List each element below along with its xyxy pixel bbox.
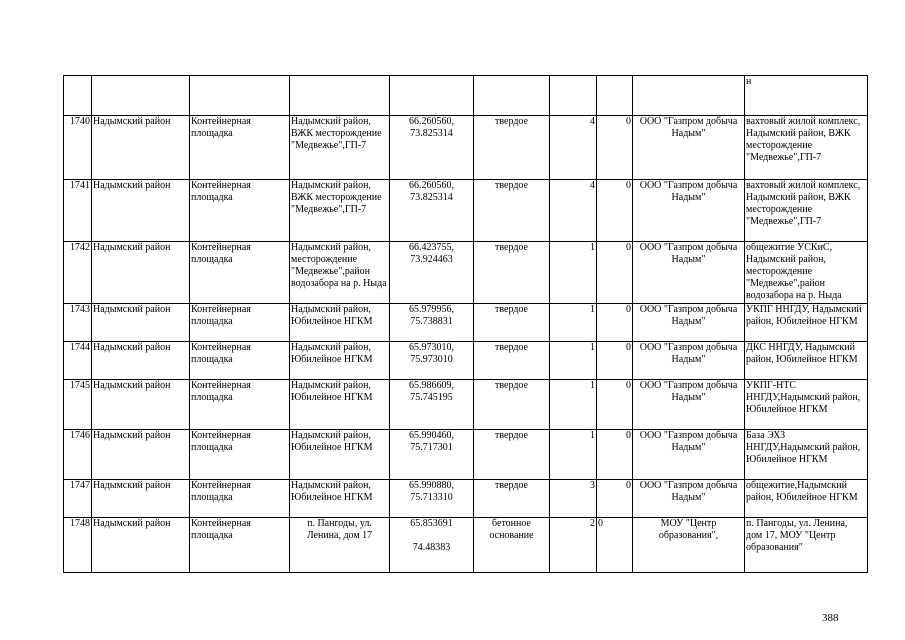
cell-district: Надымский район (92, 518, 190, 573)
cell-source: вахтовый жилой комплекс, Надымский район, ВЖК месторождение "Медвежье",ГП-7 (745, 116, 868, 180)
cell-district: Надымский район (92, 380, 190, 430)
cell-coordinates: 65.986609, 75.745195 (390, 380, 474, 430)
cell-address: Надымский район, Юбилейное НГКМ (290, 380, 390, 430)
cell-source: п. Пангоды, ул. Ленина, дом 17, МОУ "Центр образования" (745, 518, 868, 573)
cell-type: Контейнерная площадка (190, 242, 290, 304)
cell-source: общежитие УСКиС, Надымский район, месторождение "Медвежье",район водозабора на р. Ныда (745, 242, 868, 304)
cell-surface: бетонное основание (474, 518, 550, 573)
cell-number: 1745 (64, 380, 92, 430)
cell-type: Контейнерная площадка (190, 180, 290, 242)
cell-source: н (745, 76, 868, 116)
cell-source: База ЭХЗ ННГДУ,Надымский район, Юбилейное НГКМ (745, 430, 868, 480)
cell-surface: твердое (474, 180, 550, 242)
table-row (64, 116, 868, 180)
cell-count: 1 (550, 380, 597, 430)
cell-coordinates: 65.973010, 75.973010 (390, 342, 474, 380)
cell-count: 3 (550, 480, 597, 518)
register-table (63, 75, 868, 573)
table-row (64, 480, 868, 518)
cell-surface: твердое (474, 304, 550, 342)
cell-source: ДКС ННГДУ, Надымский район, Юбилейное НГКМ (745, 342, 868, 380)
table-row (64, 518, 868, 573)
cell-count: 1 (550, 242, 597, 304)
cell-number: 1746 (64, 430, 92, 480)
page-number: 388 (822, 612, 839, 624)
cell-number: 1743 (64, 304, 92, 342)
cell-district: Надымский район (92, 342, 190, 380)
cell-source: вахтовый жилой комплекс, Надымский район, ВЖК месторождение "Медвежье",ГП-7 (745, 180, 868, 242)
cell-count: 4 (550, 180, 597, 242)
cell-type: Контейнерная площадка (190, 116, 290, 180)
cell-extra: 0 (597, 430, 633, 480)
cell-surface: твердое (474, 342, 550, 380)
cell-extra: 0 (597, 304, 633, 342)
cell-type: Контейнерная площадка (190, 518, 290, 573)
cell-district: Надымский район (92, 480, 190, 518)
cell-address: Надымский район, ВЖК месторождение "Медвежье",ГП-7 (290, 180, 390, 242)
cell-extra: 0 (597, 116, 633, 180)
table-row (64, 304, 868, 342)
cell-address: Надымский район, Юбилейное НГКМ (290, 342, 390, 380)
cell-count: 4 (550, 116, 597, 180)
table-row (64, 180, 868, 242)
cell-coordinates: 65.979956, 75.738831 (390, 304, 474, 342)
cell-owner: ООО "Газпром добыча Надым" (633, 180, 745, 242)
cell-owner: МОУ "Центр образования", (633, 518, 745, 573)
cell-address: Надымский район, Юбилейное НГКМ (290, 480, 390, 518)
cell-coordinates: 65.853691 74.48383 (390, 518, 474, 573)
cell-coordinates: 65.990880, 75.713310 (390, 480, 474, 518)
cell-owner: ООО "Газпром добыча Надым" (633, 480, 745, 518)
cell-extra: 0 (597, 380, 633, 430)
cell-address: Надымский район, Юбилейное НГКМ (290, 430, 390, 480)
cell-source: общежитие,Надымский район, Юбилейное НГКМ (745, 480, 868, 518)
cell-coordinates: 66.260560, 73.825314 (390, 180, 474, 242)
cell-surface: твердое (474, 242, 550, 304)
cell-owner: ООО "Газпром добыча Надым" (633, 116, 745, 180)
cell-number: 1744 (64, 342, 92, 380)
cell-number: 1748 (64, 518, 92, 573)
cell-source: УКПГ ННГДУ, Надымский район, Юбилейное НГКМ (745, 304, 868, 342)
cell-type: Контейнерная площадка (190, 430, 290, 480)
cell-extra: 0 (597, 518, 633, 573)
cell-district: Надымский район (92, 430, 190, 480)
cell-district: Надымский район (92, 180, 190, 242)
cell-number: 1742 (64, 242, 92, 304)
cell-count: 1 (550, 430, 597, 480)
cell-surface: твердое (474, 380, 550, 430)
cell-district: Надымский район (92, 116, 190, 180)
table-row-continuation (64, 76, 868, 116)
cell-number: 1740 (64, 116, 92, 180)
cell-type: Контейнерная площадка (190, 304, 290, 342)
cell-extra: 0 (597, 242, 633, 304)
cell-surface: твердое (474, 116, 550, 180)
cell-coordinates: 65.990460, 75.717301 (390, 430, 474, 480)
cell-address: Надымский район, ВЖК месторождение "Медвежье",ГП-7 (290, 116, 390, 180)
table-row (64, 380, 868, 430)
cell-owner: ООО "Газпром добыча Надым" (633, 304, 745, 342)
cell-number: 1741 (64, 180, 92, 242)
cell-district: Надымский район (92, 242, 190, 304)
cell-owner: ООО "Газпром добыча Надым" (633, 380, 745, 430)
cell-owner: ООО "Газпром добыча Надым" (633, 342, 745, 380)
cell-type: Контейнерная площадка (190, 380, 290, 430)
cell-source: УКПГ-НТС ННГДУ,Надымский район, Юбилейное НГКМ (745, 380, 868, 430)
cell-type: Контейнерная площадка (190, 480, 290, 518)
cell-count: 2 (550, 518, 597, 573)
cell-owner: ООО "Газпром добыча Надым" (633, 430, 745, 480)
cell-surface: твердое (474, 480, 550, 518)
cell-coordinates: 66.260560, 73.825314 (390, 116, 474, 180)
cell-count: 1 (550, 342, 597, 380)
cell-extra: 0 (597, 180, 633, 242)
cell-extra: 0 (597, 480, 633, 518)
cell-address: Надымский район, месторождение "Медвежье",район водозабора на р. Ныда (290, 242, 390, 304)
cell-count: 1 (550, 304, 597, 342)
table-row (64, 430, 868, 480)
table-row (64, 342, 868, 380)
cell-type: Контейнерная площадка (190, 342, 290, 380)
cell-address: Надымский район, Юбилейное НГКМ (290, 304, 390, 342)
cell-district: Надымский район (92, 304, 190, 342)
cell-extra: 0 (597, 342, 633, 380)
cell-address: п. Пангоды, ул. Ленина, дом 17 (290, 518, 390, 573)
cell-surface: твердое (474, 430, 550, 480)
cell-coordinates: 66.423755, 73.924463 (390, 242, 474, 304)
cell-owner: ООО "Газпром добыча Надым" (633, 242, 745, 304)
cell-number: 1747 (64, 480, 92, 518)
table-row (64, 242, 868, 304)
